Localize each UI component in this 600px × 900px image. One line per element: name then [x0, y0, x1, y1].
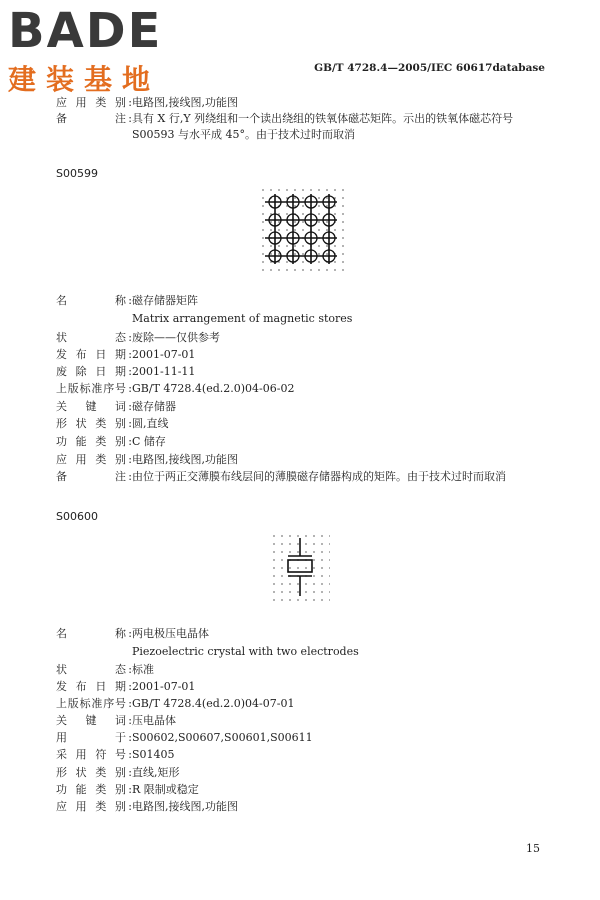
field-value: 电路图,接线图,功能图: [132, 800, 238, 813]
field-value: 两电极压电晶体: [132, 627, 209, 640]
field-label: 名称 :: [56, 293, 126, 309]
field-value: 磁存储器矩阵: [132, 294, 198, 307]
field-label: 采用符号 :: [56, 747, 126, 763]
site-logo: [8, 3, 178, 98]
standard-header: GB/T 4728.4—2005/IEC 60617database: [314, 62, 545, 74]
field-value: 2001-07-01: [132, 680, 196, 693]
field-label: 废除日期 :: [56, 364, 126, 380]
field-value: 圆,直线: [132, 417, 169, 430]
field-value: S01405: [132, 748, 175, 761]
field-label: 名称 :: [56, 626, 126, 642]
field-value: 具有 X 行,Y 列绕组和一个读出绕组的铁氧体磁芯矩阵。示出的铁氧体磁芯符号 S00593 与水平成 45°。由于技术过时而取消: [132, 112, 514, 141]
field-value: GB/T 4728.4(ed.2.0)04-06-02: [132, 382, 295, 395]
field-label: 备注 :: [56, 111, 126, 127]
symbol-code: S00600: [56, 510, 98, 523]
symbol-grid: [259, 186, 345, 272]
field-value: S00602,S00607,S00601,S00611: [132, 731, 313, 744]
symbol-code: S00599: [56, 167, 98, 180]
field-label: 应用类别 :: [56, 95, 126, 111]
field-value: 2001-07-01: [132, 348, 196, 361]
field-label: 应用类别 :: [56, 799, 126, 815]
page-number: 15: [526, 842, 540, 855]
field-label: 备注 :: [56, 469, 126, 485]
field-label: 关键词 :: [56, 713, 126, 729]
field-value: 电路图,接线图,功能图: [132, 96, 238, 109]
field-value: 标准: [132, 663, 154, 676]
field-label: 功能类别 :: [56, 434, 126, 450]
symbol-grid: [270, 532, 330, 602]
field-label: 状态 :: [56, 662, 126, 678]
field-value: Matrix arrangement of magnetic stores: [132, 312, 353, 325]
field-label: 形状类别 :: [56, 765, 126, 781]
field-value: 由位于两正交薄膜布线层间的薄膜磁存储器构成的矩阵。由于技术过时而取消: [132, 470, 506, 483]
field-value: R 限制或稳定: [132, 783, 199, 796]
piezo-crystal-symbol: [270, 532, 330, 602]
field-value: 2001-11-11: [132, 365, 196, 378]
field-label: 关键词 :: [56, 399, 126, 415]
field-label: 发布日期 :: [56, 679, 126, 695]
field-label: 形状类别 :: [56, 416, 126, 432]
field-label: 用于 :: [56, 730, 126, 746]
field-value: 直线,矩形: [132, 766, 180, 779]
field-value: GB/T 4728.4(ed.2.0)04-07-01: [132, 697, 295, 710]
field-label: 状态 :: [56, 330, 126, 346]
field-value: Piezoelectric crystal with two electrodes: [132, 645, 359, 658]
logo-subtitle: 建装基地: [8, 63, 161, 96]
field-label: 应用类别 :: [56, 452, 126, 468]
field-label: 发布日期 :: [56, 347, 126, 363]
field-label: 上版标准序号 :: [56, 696, 126, 712]
field-label: 上版标准序号 :: [56, 381, 126, 397]
magnetic-matrix-symbol: [259, 186, 345, 272]
logo-wordmark: BADE: [8, 3, 163, 59]
field-value: 磁存储器: [132, 400, 176, 413]
field-value: 废除——仅供参考: [132, 331, 220, 344]
field-value: C 储存: [132, 435, 166, 448]
field-value: 电路图,接线图,功能图: [132, 453, 238, 466]
field-label: 功能类别 :: [56, 782, 126, 798]
field-value: 压电晶体: [132, 714, 176, 727]
